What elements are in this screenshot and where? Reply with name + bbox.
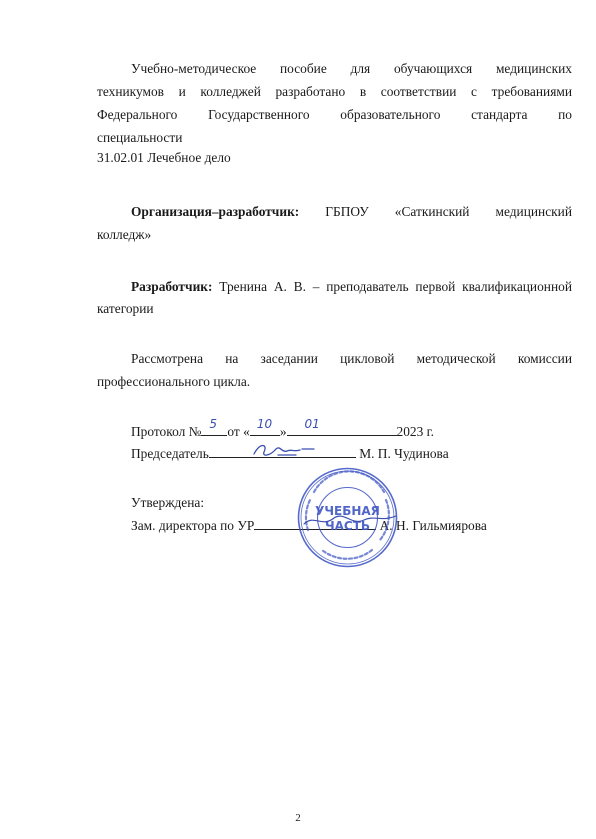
- protocol-number-handwritten: 5: [209, 417, 218, 431]
- intro-line-4: специальности: [97, 130, 183, 145]
- review-line-2: профессионального цикла.: [97, 374, 251, 389]
- protocol-day-field: [250, 417, 280, 436]
- developer-line-2: категории: [97, 301, 154, 316]
- protocol-from: от «: [227, 424, 250, 439]
- protocol-number-field: [201, 417, 227, 436]
- chair-signature: [250, 440, 320, 462]
- protocol-prefix: Протокол №: [131, 424, 202, 439]
- protocol-year: 2023 г.: [396, 424, 434, 439]
- protocol-close-quote: »: [279, 424, 287, 439]
- protocol-month-handwritten: 01: [304, 417, 320, 431]
- chair-label: Председатель: [131, 446, 209, 461]
- intro-line-1: Учебно-методическое пособие для обучающихся медицинских: [131, 61, 572, 76]
- org-value: ГБПОУ «Саткинский медицинский: [325, 204, 572, 219]
- review-line-1: Рассмотрена на заседании цикловой методической комиссии: [131, 351, 572, 366]
- page-number: 2: [295, 812, 301, 824]
- approved-name: А. Н. Гильмиярова: [379, 518, 487, 533]
- approver-signature: [300, 508, 400, 532]
- intro-line-3: Федерального Государственного образовательного стандарта по: [97, 107, 572, 122]
- approved-position: Зам. директора по УР: [131, 518, 255, 533]
- intro-line-2: техникумов и колледжей разработано в соответствии с требованиями: [97, 84, 572, 99]
- developer-label: Разработчик:: [131, 279, 213, 294]
- org-line-2: колледж»: [97, 227, 152, 242]
- developer-line-1: [97, 276, 572, 299]
- developer-value: Тренина А. В. – преподаватель первой квалификационной: [219, 279, 572, 294]
- stamp-text-2: ЧАСТЬ: [324, 519, 371, 533]
- protocol-day-handwritten: 10: [256, 417, 273, 431]
- approved-label: Утверждена:: [131, 495, 205, 510]
- chair-name: М. П. Чудинова: [359, 446, 449, 461]
- protocol-month-field: [287, 417, 397, 436]
- org-label: Организация–разработчик:: [131, 204, 300, 219]
- specialty-line: 31.02.01 Лечебное дело: [97, 150, 231, 165]
- org-line-1: [97, 201, 572, 224]
- stamp-text-1: УЧЕБНАЯ: [315, 504, 380, 518]
